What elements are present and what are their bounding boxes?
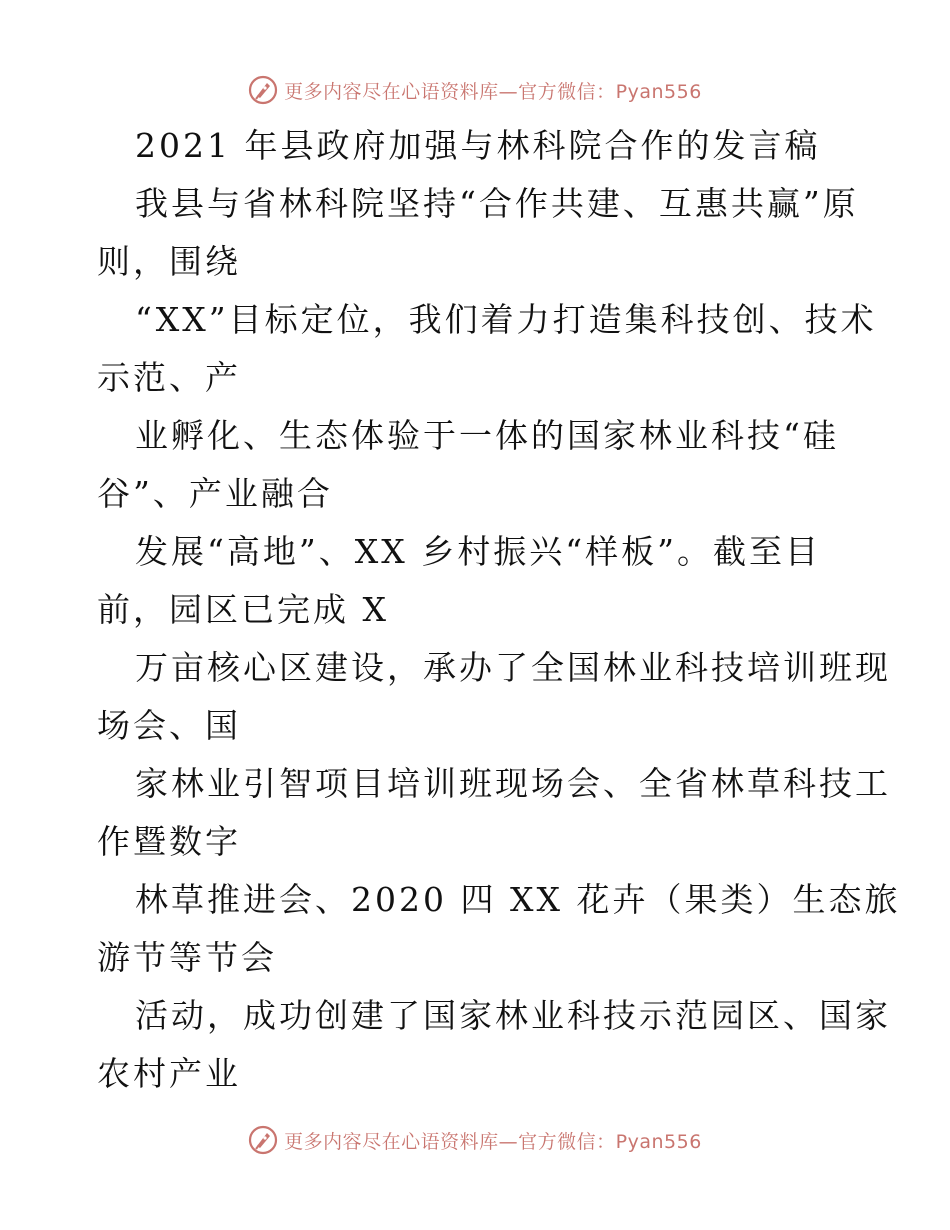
text-line: 农村产业 xyxy=(97,1054,241,1093)
pen-nib-logo-icon xyxy=(248,75,278,105)
text-line: 谷”、产业融合 xyxy=(97,474,333,513)
watermark-header xyxy=(0,70,950,110)
text-line: 作暨数字 xyxy=(97,822,241,861)
text-line: 发展“高地”、XX 乡村振兴“样板”。截至目 xyxy=(135,532,821,571)
text-line: “XX”目标定位，我们着力打造集科技创、技术 xyxy=(135,300,877,339)
watermark-text: 更多内容尽在心语资料库—官方微信：Pyan556 xyxy=(284,80,702,103)
watermark-text: 更多内容尽在心语资料库—官方微信：Pyan556 xyxy=(284,1130,702,1153)
text-line: 场会、国 xyxy=(97,706,241,745)
text-line: 游节等节会 xyxy=(97,938,277,977)
text-line: 活动，成功创建了国家林业科技示范园区、国家 xyxy=(135,996,891,1035)
text-line: 前，园区已完成 X xyxy=(97,590,389,629)
document-title: 2021 年县政府加强与林科院合作的发言稿 xyxy=(135,126,821,165)
text-line: 万亩核心区建设，承办了全国林业科技培训班现 xyxy=(135,648,891,687)
text-line: 家林业引智项目培训班现场会、全省林草科技工 xyxy=(135,764,891,803)
text-line: 示范、产 xyxy=(97,358,241,397)
watermark-footer xyxy=(0,1120,950,1160)
text-line: 则，围绕 xyxy=(97,242,241,281)
text-line: 业孵化、生态体验于一体的国家林业科技“硅 xyxy=(135,416,839,455)
text-line: 我县与省林科院坚持“合作共建、互惠共赢”原 xyxy=(135,184,859,223)
text-line: 林草推进会、2020 四 XX 花卉（果类）生态旅 xyxy=(135,880,901,919)
pen-nib-logo-icon xyxy=(248,1125,278,1155)
document-body xyxy=(97,117,901,1103)
